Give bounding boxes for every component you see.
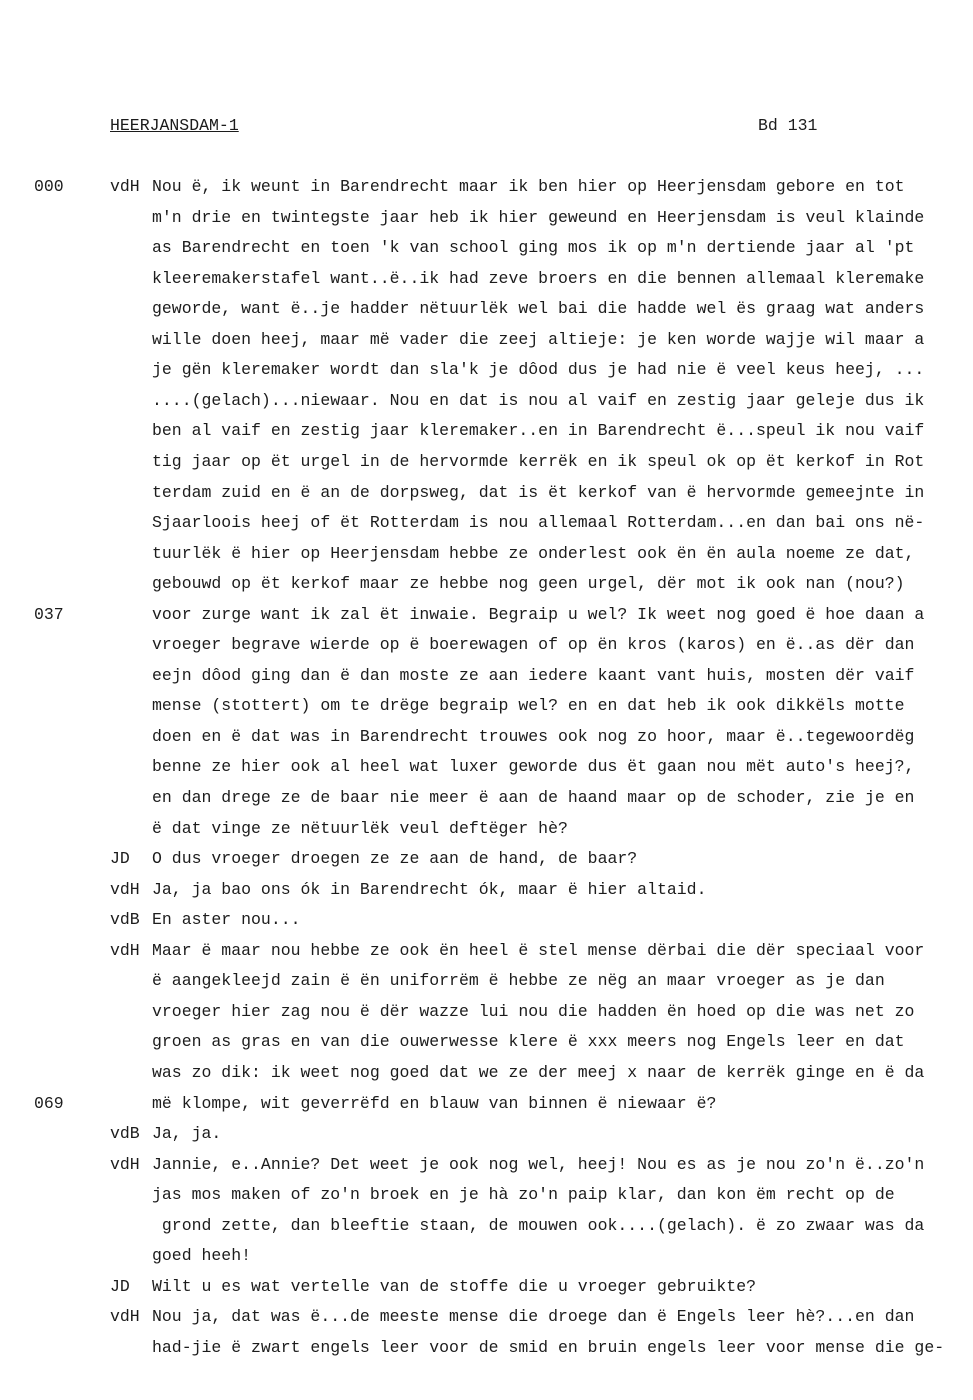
document-title: HEERJANSDAM-1 — [110, 116, 239, 135]
speaker-label: vdH — [110, 177, 140, 196]
speaker-label: vdH — [110, 879, 140, 899]
transcript-line: ë dat vinge ze nëtuurlëk veul deftëger hè? — [152, 818, 568, 838]
speaker-label: vdB — [110, 1124, 140, 1144]
transcript-line: je gën kleremaker wordt dan sla'k je dôod dus je had nie ë veel keus heej, ... — [152, 360, 925, 380]
transcript-line: ....(gelach)...niewaar. Nou en dat is nou al vaif en zestig jaar geleje dus ik — [152, 390, 925, 410]
transcript-line: Sjaarloois heej of ët Rotterdam is nou allemaal Rotterdam...en dan bai ons në- — [152, 513, 925, 533]
transcript-line: as Barendrecht en toen 'k van school ging mos ik op m'n dertiende jaar al 'pt — [152, 238, 915, 258]
transcript-line: ë aangekleejd zain ë ën uniforrëm ë hebbe ze nëg an maar vroeger as je dan — [152, 971, 885, 991]
transcript-line: vroeger hier zag nou ë dër wazze lui nou die hadden ën hoed op die was net zo — [152, 1001, 915, 1021]
transcript-line: tuurlëk ë hier op Heerjensdam hebbe ze onderlest ook ën ën aula noeme ze dat, — [152, 543, 915, 563]
transcript-line: gebouwd op ët kerkof maar ze hebbe nog geen urgel, dër mot ik ook nan (nou?) — [152, 574, 905, 594]
transcript-line: voor zurge want ik zal ët inwaie. Begraip u wel? Ik weet nog goed ë hoe daan a — [152, 604, 925, 624]
page-number: Bd 131 — [758, 116, 818, 135]
transcript-line: mense (stottert) om te drëge begraip wel? en en dat heb ik ook dikkëls motte — [152, 696, 905, 716]
transcript-line: Wilt u es wat vertelle van de stoffe die u vroeger gebruikte? — [152, 1276, 756, 1296]
transcript-line: jas mos maken of zo'n broek en je hà zo'n paip klar, dan kon ëm recht op de — [152, 1185, 895, 1205]
transcript-line: O dus vroeger droegen ze ze aan de hand, de baar? — [152, 849, 638, 869]
speaker-label: JD — [110, 1276, 130, 1296]
transcript-line: tig jaar op ët urgel in de hervormde kerrëk en ik speul ok op ët kerkof in Rot — [152, 451, 925, 471]
transcript-line: terdam zuid en ë an de dorpsweg, dat is ët kerkof van ë hervormde gemeejnte in — [152, 482, 925, 502]
transcript-line: Ja, ja. — [152, 1124, 222, 1144]
transcript-line: wille doen heej, maar më vader die zeej altieje: je ken worde wajje wil maar a — [152, 329, 925, 349]
transcript-line: vroeger begrave wierde op ë boerewagen of op ën kros (karos) en ë..as dër dan — [152, 635, 915, 655]
transcript-line: goed heeh! — [152, 1246, 252, 1266]
transcript-line: Jannie, e..Annie? Det weet je ook nog wel, heej! Nou es as je nou zo'n ë..zo'n — [152, 1154, 925, 1174]
transcript-line: En aster nou... — [152, 910, 301, 930]
speaker-label: vdH — [110, 1307, 140, 1327]
speaker-label: vdH — [110, 940, 140, 960]
transcript-line: geworde, want ë..je hadder nëtuurlëk wel bai die hadde wel ës graag wat anders — [152, 299, 925, 319]
transcript-line: Ja, ja bao ons ók in Barendrecht ók, maar ë hier altaid. — [152, 879, 707, 899]
transcript-line: had-jie ë zwart engels leer voor de smid en bruin engels leer voor mense die ge- — [152, 1337, 945, 1357]
transcript-line: doen en ë dat was in Barendrecht trouwes ook nog zo hoor, maar ë..tegewoordëg — [152, 726, 915, 746]
transcript-line: eejn dôod ging dan ë dan moste ze aan iedere kaant vant huis, mosten dër vaif — [152, 665, 915, 685]
tape-counter-marker: 037 — [34, 605, 64, 624]
transcript-line: Maar ë maar nou hebbe ze ook ën heel ë stel mense dërbai die dër speciaal voor — [152, 940, 925, 960]
transcript-line: m'n drie en twintegste jaar heb ik hier geweund en Heerjensdam is veul klainde — [152, 207, 925, 227]
speaker-label: vdB — [110, 910, 140, 930]
speaker-label: vdH — [110, 1154, 140, 1174]
transcript-line: Nou ja, dat was ë...de meeste mense die droege dan ë Engels leer hè?...en dan — [152, 1307, 915, 1327]
transcript-line: was zo dik: ik weet nog goed dat we ze der meej x naar de kerrëk ginge en ë da — [152, 1062, 925, 1082]
tape-counter-marker: 069 — [34, 1094, 64, 1113]
transcript-line: më klompe, wit geverrëfd en blauw van binnen ë niewaar ë? — [152, 1093, 717, 1113]
transcript-line: ben al vaif en zestig jaar kleremaker..en in Barendrecht ë...speul ik nou vaif — [152, 421, 925, 441]
transcript-line: grond zette, dan bleeftie staan, de mouwen ook....(gelach). ë zo zwaar was da — [152, 1215, 925, 1235]
transcript-line: Nou ë, ik weunt in Barendrecht maar ik ben hier op Heerjensdam gebore en tot — [152, 177, 905, 196]
transcript-line: groen as gras en van die ouwerwesse klere ë xxx meers nog Engels leer en dat — [152, 1032, 905, 1052]
transcript-line: benne ze hier ook al heel wat luxer geworde dus ët gaan nou mët auto's heej?, — [152, 757, 915, 777]
transcript-line: kleeremakerstafel want..ë..ik had zeve broers en die bennen allemaal kleremake — [152, 268, 925, 288]
transcript-line: en dan drege ze de baar nie meer ë aan de haand maar op de schoder, zie je en — [152, 788, 915, 807]
tape-counter-marker: 000 — [34, 177, 64, 196]
speaker-label: JD — [110, 849, 130, 869]
